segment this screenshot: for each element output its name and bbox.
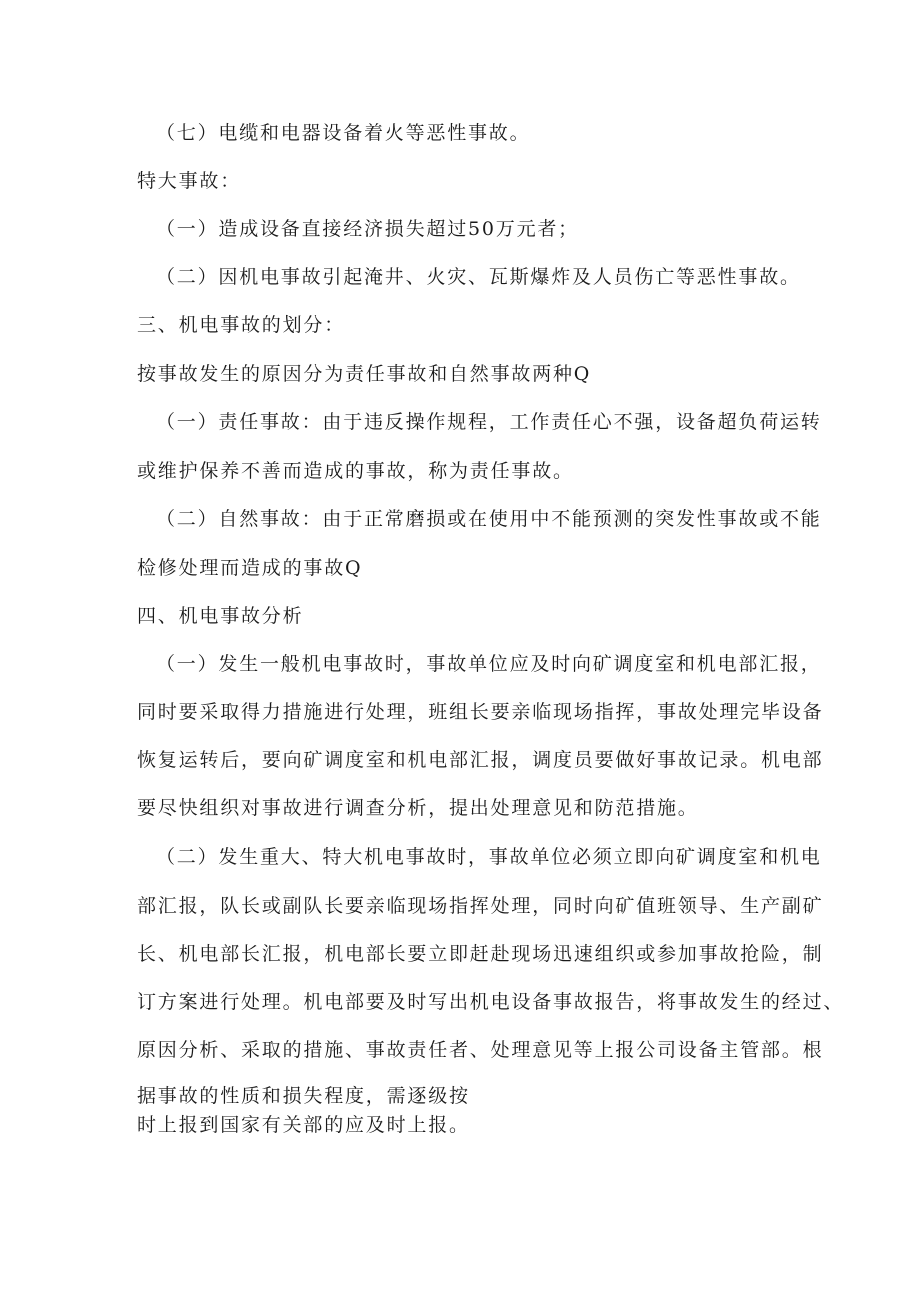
- paragraph-line: 按事故发生的原因分为责任事故和自然事故两种Q: [137, 363, 592, 385]
- paragraph-line: 时上报到国家有关部的应及时上报。: [137, 1114, 470, 1136]
- paragraph-line: （一）责任事故：由于违反操作规程，工作责任心不强，设备超负荷运转: [156, 411, 822, 433]
- paragraph-line: 恢复运转后，要向矿调度室和机电部汇报，调度员要做好事故记录。机电部: [137, 749, 824, 771]
- paragraph-line: （二）发生重大、特大机电事故时，事故单位必须立即向矿调度室和机电: [156, 846, 822, 868]
- paragraph-line: （一）发生一般机电事故时，事故单位应及时向矿调度室和机电部汇报，: [156, 653, 822, 675]
- paragraph-line: 同时要采取得力措施进行处理，班组长要亲临现场指挥，事故处理完毕设备: [137, 701, 824, 723]
- section-heading: 四、机电事故分析: [137, 605, 304, 627]
- paragraph-line: 部汇报，队长或副队长要亲临现场指挥处理，同时向矿值班领导、生产副矿: [137, 895, 824, 917]
- section-heading: 三、机电事故的划分：: [137, 314, 346, 336]
- paragraph-line: （一）造成设备直接经济损失超过50万元者；: [156, 218, 579, 240]
- paragraph-line: （二）因机电事故引起淹井、火灾、瓦斯爆炸及人员伤亡等恶性事故。: [156, 266, 801, 288]
- paragraph-line: 长、机电部长汇报，机电部长要立即赶赴现场迅速组织或参加事故抢险，制: [137, 943, 824, 965]
- paragraph-line: 原因分析、采取的措施、事故责任者、处理意见等上报公司设备主管部。根: [137, 1039, 824, 1061]
- paragraph-line: （二）自然事故：由于正常磨损或在使用中不能预测的突发性事故或不能: [156, 508, 822, 530]
- paragraph-line: 要尽快组织对事故进行调查分析，提出处理意见和防范措施。: [137, 797, 699, 819]
- paragraph-line: 检修处理而造成的事故Q: [137, 557, 363, 579]
- section-heading: 特大事故：: [137, 170, 242, 192]
- paragraph-line: 据事故的性质和损失程度，需逐级按: [137, 1085, 470, 1107]
- paragraph-line: 或维护保养不善而造成的事故，称为责任事故。: [137, 460, 574, 482]
- paragraph-line: （七）电缆和电器设备着火等恶性事故。: [156, 122, 531, 144]
- paragraph-line: 订方案进行处理。机电部要及时写出机电设备事故报告，将事故发生的经过、: [137, 991, 845, 1013]
